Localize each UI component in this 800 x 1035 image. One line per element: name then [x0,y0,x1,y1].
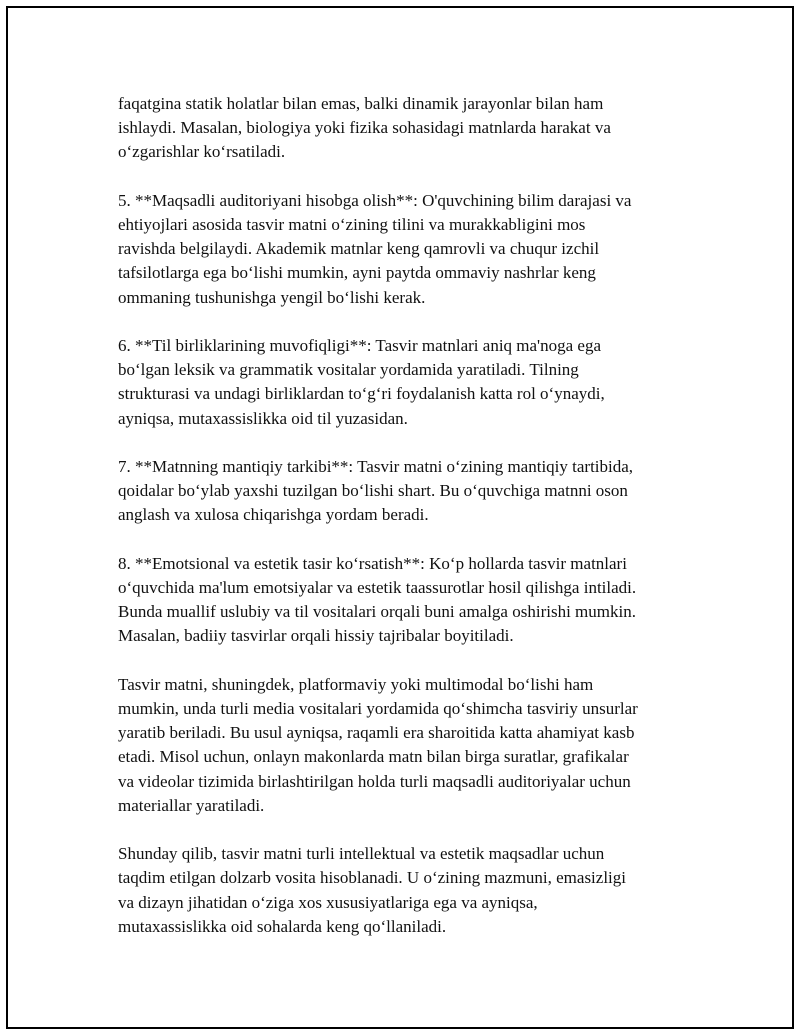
text-line: 7. **Matnning mantiqiy tarkibi**: Tasvir matni o‘zining mantiqiy tartibida, [118,457,634,476]
text-line: tafsilotlarga ega bo‘lishi mumkin, ayni paytda ommaviy nashrlar keng [118,263,596,283]
text-line: va videolar tizimida birlashtirilgan holda turli maqsadli auditoriyalar uchun [118,771,631,791]
text-line: qoidalar bo‘ylab yaxshi tuzilgan bo‘lishi shart. Bu o‘quvchiga matnni oson [118,481,628,501]
text-line: 8. **Emotsional va estetik tasir ko‘rsatish**: Ko‘p hollarda tasvir matnlari [118,553,627,573]
text-line: Masalan, badiiy tasvirlar orqali hissiy tajribalar boyitiladi. [118,626,514,646]
text-line: bo‘lgan leksik va grammatik vositalar yordamida yaratiladi. Tilning [118,360,579,380]
text-line: Bunda muallif uslubiy va til vositalari orqali buni amalga oshirishi mumkin. [118,602,636,622]
text-line: taqdim etilgan dolzarb vosita hisoblanadi. U o‘zining mazmuni, emasizligi [118,868,626,888]
text-line: 6. **Til birliklarining muvofiqligi**: Tasvir matnlari aniq ma'noga ega [118,336,602,355]
text-line: etadi. Misol uchun, onlayn makonlarda matn bilan birga suratlar, grafikalar [118,747,629,767]
text-line: faqatgina statik holatlar bilan emas, balki dinamik jarayonlar bilan ham [118,94,604,113]
text-line: materiallar yaratiladi. [118,795,265,815]
paragraph-item-8 [118,552,698,649]
document-body [118,92,698,963]
text-line: Shunday qilib, tasvir matni turli intellektual va estetik maqsadlar uchun [118,844,605,864]
text-line: va dizayn jihatidan o‘ziga xos xususiyatlariga ega va ayniqsa, [118,892,538,912]
text-line: mumkin, unda turli media vositalari yordamida qo‘shimcha tasviriy unsurlar [118,699,638,718]
text-line: Tasvir matni, shuningdek, platformaviy yoki multimodal bo‘lishi ham [118,674,594,694]
text-line: strukturasi va undagi birliklardan to‘g‘ri foydalanish katta rol o‘ynaydi, [118,384,605,404]
text-line: o‘zgarishlar ko‘rsatiladi. [118,142,286,162]
text-line: mutaxassislikka oid sohalarda keng qo‘llaniladi. [118,916,447,936]
text-line: ehtiyojlari asosida tasvir matni o‘zining tilini va murakkabligini mos [118,215,586,234]
paragraph-item-7 [118,455,698,528]
paragraph-item-5 [118,189,698,310]
text-line: 5. **Maqsadli auditoriyani hisobga olish**: O'quvchining bilim darajasi va [118,190,632,210]
text-line: ayniqsa, mutaxassislikka oid til yuzasidan. [118,408,408,428]
text-line: o‘quvchida ma'lum emotsiyalar va estetik taassurotlar hosil qilishga intiladi. [118,578,637,597]
text-line: yaratib beriladi. Bu usul ayniqsa, raqamli era sharoitida katta ahamiyat kasb [118,723,635,743]
paragraph-conclusion [118,842,698,939]
text-line: anglash va xulosa chiqarishga yordam beradi. [118,505,429,525]
text-line: ravishda belgilaydi. Akademik matnlar keng qamrovli va chuqur izchil [118,239,600,259]
text-line: ommaning tushunishga yengil bo‘lishi kerak. [118,287,426,307]
paragraph-continuation [118,92,698,165]
paragraph-multimodal [118,673,698,818]
paragraph-item-6 [118,334,698,431]
text-line: ishlaydi. Masalan, biologiya yoki fizika sohasidagi matnlarda harakat va [118,118,611,138]
